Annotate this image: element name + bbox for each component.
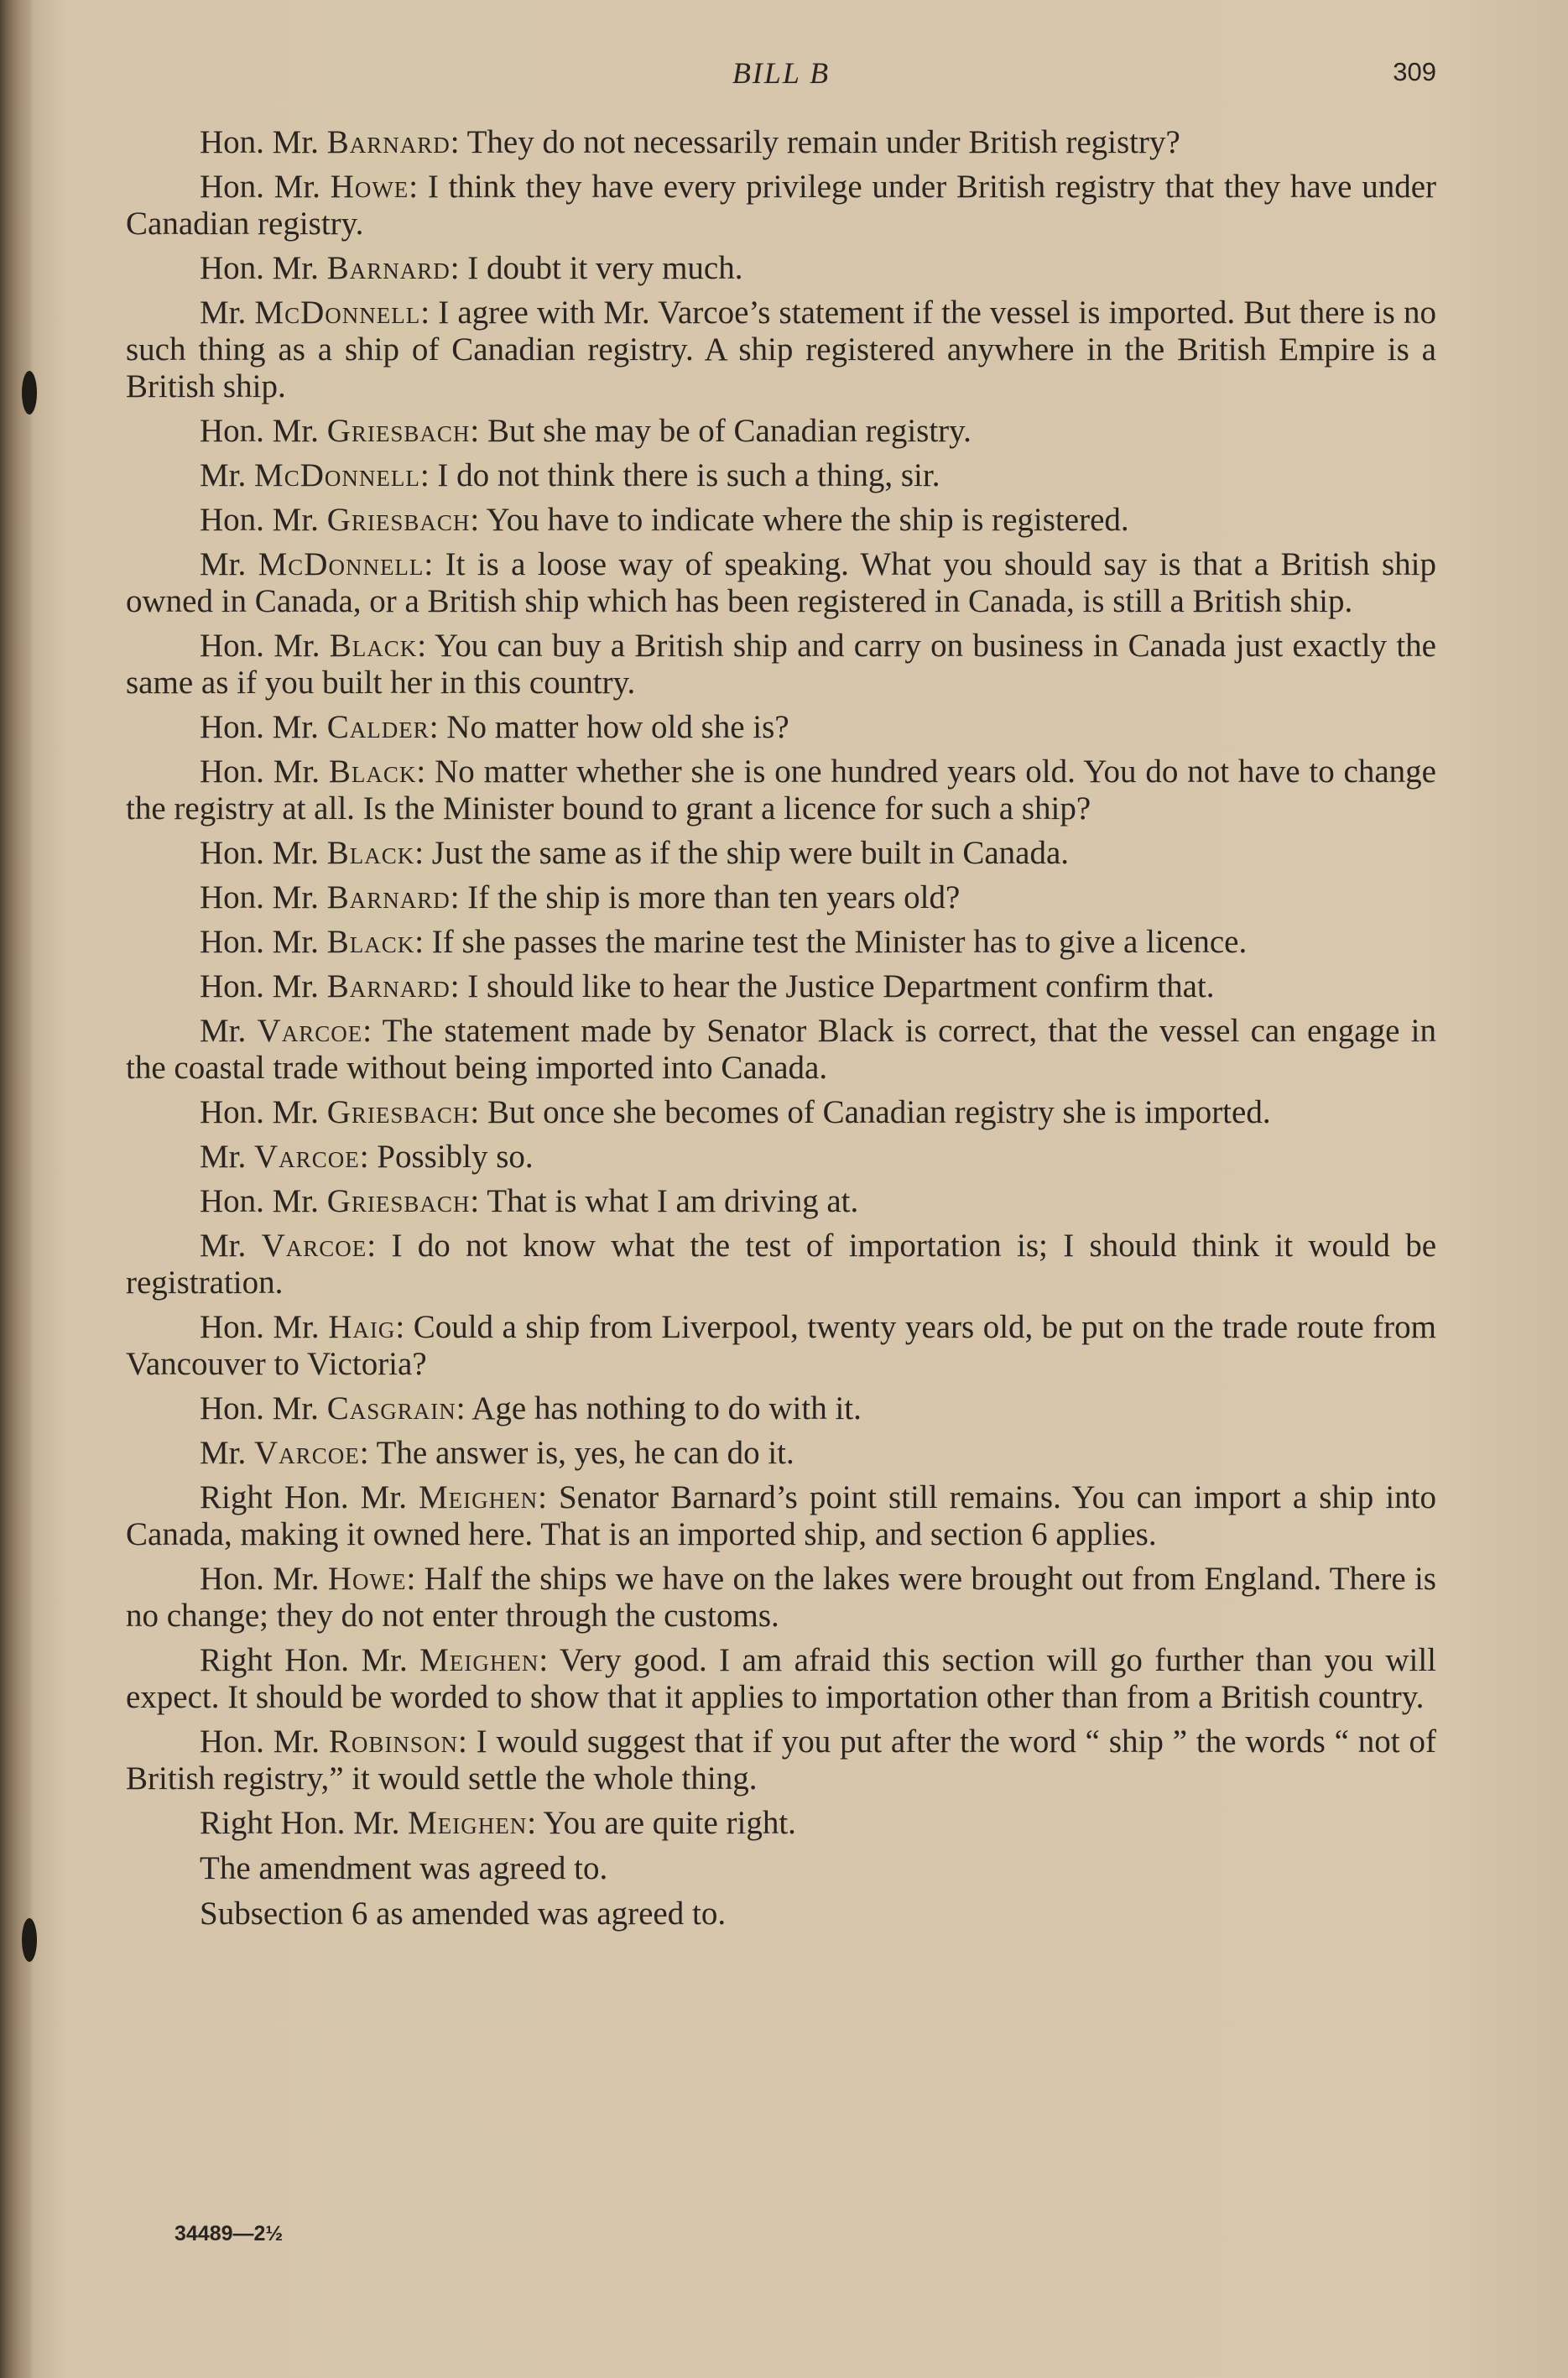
page-header — [126, 55, 1436, 97]
transcript-paragraph — [126, 124, 1436, 161]
speaker-title: Hon. Mr. — [200, 879, 327, 915]
speaker-name: Black — [326, 924, 415, 960]
speech-text: : It is a loose way of speaking. What you should say is that a British ship owned in Canada, or a British ship which has been registered in Canada, is still a British ship. — [126, 546, 1436, 619]
speaker-name: Howe — [330, 169, 409, 205]
speaker-name: Varcoe — [261, 1228, 367, 1264]
speaker-name: Calder — [326, 709, 430, 745]
speaker-name: Griesbach — [326, 413, 471, 449]
running-head: BILL B — [732, 56, 831, 90]
transcript-paragraph — [126, 1435, 1436, 1472]
speaker-title: Right Hon. Mr. — [200, 1479, 419, 1515]
closing-statement: The amendment was agreed to. — [200, 1850, 608, 1886]
transcript-paragraph — [126, 413, 1436, 450]
transcript-paragraph — [126, 1479, 1436, 1553]
transcript-paragraph — [126, 1642, 1436, 1716]
speech-text: : I would suggest that if you put after the word “ ship ” the words “ not of British registry,” it would settle the whole thing. — [126, 1724, 1436, 1797]
speaker-name: Griesbach — [326, 1183, 471, 1219]
speech-text: : Very good. I am afraid this section will go further than you will expect. It should be worded to show that it applies to importation other than from a British country. — [126, 1642, 1436, 1715]
speaker-title: Hon. Mr. — [200, 628, 330, 664]
speech-text: : I doubt it very much. — [450, 250, 743, 286]
transcript-paragraph — [126, 1139, 1436, 1176]
speaker-title: Hon. Mr. — [200, 968, 327, 1004]
transcript-paragraph — [126, 1390, 1436, 1427]
speaker-name: Black — [328, 754, 417, 790]
transcript-paragraph — [126, 169, 1436, 242]
transcript-paragraph — [126, 457, 1436, 494]
speaker-title: Hon. Mr. — [200, 1094, 327, 1130]
speech-text: : Senator Barnard’s point still remains. You can import a ship into Canada, making it owned here. That is an imported ship, and section 6 applies. — [126, 1479, 1436, 1552]
page-binding-edge — [0, 0, 34, 2378]
speaker-title: Hon. Mr. — [200, 169, 331, 205]
transcript-paragraph — [126, 835, 1436, 872]
speech-text: : I think they have every privilege under British registry that they have under Canadian registry. — [126, 169, 1436, 242]
speech-text: : You are quite right. — [527, 1805, 796, 1841]
transcript-paragraph — [126, 924, 1436, 961]
transcript-paragraph — [126, 1094, 1436, 1131]
transcript-paragraph — [126, 628, 1436, 701]
transcript-paragraph — [126, 502, 1436, 539]
speaker-name: Griesbach — [326, 502, 471, 538]
speaker-name: McDonnell — [258, 546, 425, 582]
speaker-title: Hon. Mr. — [200, 1561, 328, 1597]
speaker-name: Barnard — [326, 124, 451, 160]
speaker-title: Mr. — [200, 1435, 255, 1471]
speaker-name: Meighen — [408, 1805, 528, 1841]
speech-text: : I should like to hear the Justice Department confirm that. — [450, 968, 1215, 1004]
speech-text: : If she passes the marine test the Minister has to give a licence. — [414, 924, 1248, 960]
speech-text: : No matter how old she is? — [429, 709, 789, 745]
speech-text: : You have to indicate where the ship is registered. — [470, 502, 1129, 538]
speech-text: : Half the ships we have on the lakes were brought out from England. There is no change; they do not enter through the customs. — [126, 1561, 1436, 1634]
speech-text: : You can buy a British ship and carry on business in Canada just exactly the same as if you built her in this country. — [126, 628, 1436, 701]
speaker-name: Howe — [327, 1561, 407, 1597]
speech-text: : If the ship is more than ten years old? — [450, 879, 961, 915]
speaker-title: Mr. — [200, 457, 255, 493]
speech-text: : Could a ship from Liverpool, twenty years old, be put on the trade route from Vancouver to Victoria? — [126, 1309, 1436, 1382]
speaker-name: Griesbach — [326, 1094, 471, 1130]
speaker-title: Hon. Mr. — [200, 250, 327, 286]
speaker-title: Hon. Mr. — [200, 1183, 327, 1219]
speech-text: : But once she becomes of Canadian registry she is imported. — [470, 1094, 1271, 1130]
speaker-title: Hon. Mr. — [200, 754, 329, 790]
speaker-title: Mr. — [200, 546, 258, 582]
speaker-title: Hon. Mr. — [200, 924, 327, 960]
speaker-title: Hon. Mr. — [200, 1309, 329, 1345]
speaker-name: Varcoe — [257, 1013, 363, 1049]
speech-text: : Possibly so. — [359, 1139, 534, 1175]
speech-text: : I do not know what the test of importation is; I should think it would be registration. — [126, 1228, 1437, 1301]
speaker-title: Hon. Mr. — [200, 1390, 327, 1426]
speaker-title: Mr. — [200, 1139, 255, 1175]
speaker-title: Mr. — [200, 295, 255, 331]
transcript-paragraph — [126, 1183, 1436, 1220]
binding-hole-lower — [22, 1918, 37, 1962]
speaker-name: Barnard — [326, 250, 451, 286]
transcript-paragraph — [126, 1724, 1436, 1797]
speaker-title: Hon. Mr. — [200, 413, 327, 449]
transcript-body — [126, 124, 1436, 1941]
speaker-title: Right Hon. Mr. — [200, 1805, 409, 1841]
transcript-paragraph — [126, 709, 1436, 746]
speaker-title: Hon. Mr. — [200, 502, 327, 538]
speaker-name: Varcoe — [254, 1435, 360, 1471]
transcript-paragraph — [126, 754, 1436, 827]
speaker-title: Right Hon. Mr. — [200, 1642, 420, 1678]
speaker-title: Hon. Mr. — [200, 1724, 329, 1760]
speaker-title: Mr. — [200, 1013, 258, 1049]
speaker-name: McDonnell — [254, 295, 421, 331]
speaker-title: Hon. Mr. — [200, 709, 327, 745]
speech-text: : The statement made by Senator Black is correct, that the vessel can engage in the coastal trade without being imported into Canada. — [126, 1013, 1436, 1086]
speech-text: : That is what I am driving at. — [470, 1183, 859, 1219]
speaker-title: Hon. Mr. — [200, 835, 327, 871]
speech-text: : I do not think there is such a thing, sir. — [419, 457, 940, 493]
printer-code: 34489—2½ — [175, 2222, 284, 2245]
transcript-paragraph — [126, 295, 1436, 405]
speech-text: : I agree with Mr. Varcoe’s statement if the vessel is imported. But there is no such thing as a ship of Canadian registry. A ship registered anywhere in the British Empire is a British ship. — [126, 295, 1436, 404]
speaker-name: Black — [326, 835, 415, 871]
transcript-paragraph — [126, 1309, 1436, 1383]
transcript-paragraph — [126, 546, 1436, 620]
speaker-name: Casgrain — [326, 1390, 456, 1426]
transcript-paragraph — [126, 1805, 1436, 1842]
page-number: 309 — [1393, 57, 1436, 86]
binding-hole-upper — [22, 371, 37, 415]
transcript-paragraph — [126, 1013, 1436, 1087]
speaker-title: Hon. Mr. — [200, 124, 327, 160]
speaker-name: Meighen — [418, 1479, 539, 1515]
speech-text: : Age has nothing to do with it. — [456, 1390, 862, 1426]
transcript-paragraph — [126, 879, 1436, 916]
speaker-title: Mr. — [200, 1228, 262, 1264]
speaker-name: Black — [329, 628, 418, 664]
speaker-name: Haig — [328, 1309, 396, 1345]
speaker-name: Barnard — [326, 968, 451, 1004]
closing-statement: Subsection 6 as amended was agreed to. — [200, 1896, 727, 1932]
speech-text: : They do not necessarily remain under British registry? — [450, 124, 1180, 160]
speech-text: : But she may be of Canadian registry. — [470, 413, 972, 449]
speaker-name: McDonnell — [254, 457, 420, 493]
speaker-name: Robinson — [328, 1724, 458, 1760]
speech-text: : The answer is, yes, he can do it. — [359, 1435, 794, 1471]
speaker-name: Barnard — [326, 879, 451, 915]
speech-text: : Just the same as if the ship were built in Canada. — [414, 835, 1070, 871]
transcript-paragraph — [126, 1228, 1436, 1301]
transcript-paragraph — [126, 1561, 1436, 1635]
transcript-paragraph — [126, 968, 1436, 1005]
transcript-paragraph — [126, 250, 1436, 287]
speaker-name: Meighen — [419, 1642, 539, 1678]
speech-text: : No matter whether she is one hundred years old. You do not have to change the registry at all. Is the Minister bound to grant a licence for such a ship? — [126, 754, 1436, 827]
speaker-name: Varcoe — [254, 1139, 360, 1175]
